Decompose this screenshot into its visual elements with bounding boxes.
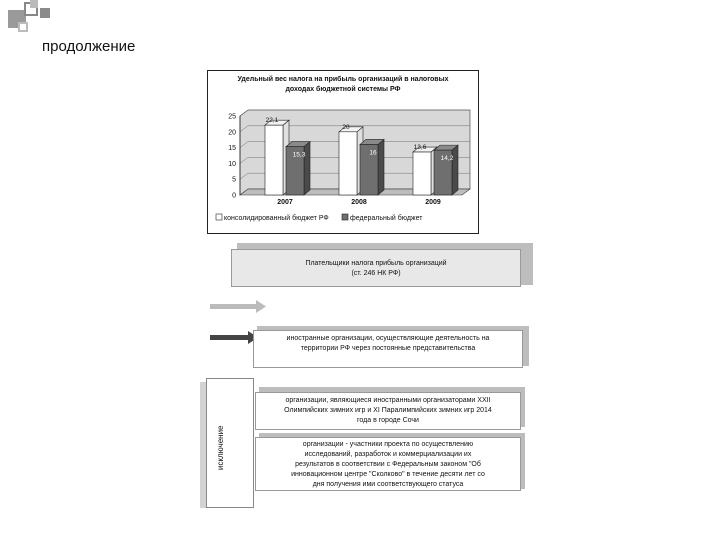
foreign-box <box>253 330 523 368</box>
legend-label-2: федеральный бюджет <box>350 215 423 222</box>
legend-swatch-2 <box>342 214 348 220</box>
skolkovo-box-line5: дня получения ими соответствующего статуса <box>312 481 464 488</box>
y-tick-label: 15 <box>228 145 236 153</box>
y-tick-label: 10 <box>228 160 236 168</box>
bar-value-label: 16 <box>369 149 377 157</box>
legend-label-1: консолидированный бюджет РФ <box>224 215 329 222</box>
skolkovo-box-line2: исследований, разработок и коммерциализации их <box>304 451 472 458</box>
bar-side <box>304 142 310 195</box>
slide-title: продолжение <box>42 38 136 55</box>
chart-svg <box>208 71 478 233</box>
bar <box>265 125 283 195</box>
x-tick-label: 2008 <box>351 199 367 206</box>
olympic-box-line2: Олимпийских зимних игр и XI Паралимпийских зимних игр 2014 <box>284 407 492 414</box>
bar-value-label: 14,2 <box>440 155 454 163</box>
legend-swatch-1 <box>216 214 222 220</box>
arrow-lower <box>210 331 258 344</box>
bar-value-label: 13,6 <box>413 144 427 152</box>
bar-side <box>452 145 458 195</box>
y-tick-label: 25 <box>228 113 236 121</box>
decor-square-5 <box>30 0 38 8</box>
payers-box-line2: (ст. 246 НК РФ) <box>351 270 401 277</box>
y-tick-label: 20 <box>228 129 236 137</box>
skolkovo-box <box>255 437 521 491</box>
chart-title-line2: доходах бюджетной системы РФ <box>285 86 401 93</box>
bar <box>339 132 357 195</box>
foreign-box-line2: территории РФ через постоянные представительства <box>300 345 476 352</box>
bar-value-label: 20 <box>342 123 350 131</box>
foreign-box-line1: иностранные организации, осуществляющие деятельность на <box>286 335 490 342</box>
bar-value-label: 22,1 <box>265 117 279 125</box>
y-tick-label: 5 <box>232 176 236 184</box>
skolkovo-box-line4: инновационном центре "Сколково" в течение десяти лет со <box>291 471 485 478</box>
x-tick-label: 2009 <box>425 199 441 206</box>
decor-square-3 <box>18 22 28 32</box>
bar <box>413 152 431 195</box>
skolkovo-box-line1: организации - участники проекта по осуществлению <box>302 441 474 448</box>
skolkovo-box-line3: результатов в соответствии с Федеральным законом "Об <box>295 461 481 468</box>
bar-value-label: 15,3 <box>292 151 306 159</box>
chart-title-line1: Удельный вес налога на прибыль организаций в налоговых <box>237 76 449 83</box>
payers-box-line1: Плательщики налога прибыль организаций <box>305 260 447 267</box>
decor-square-4 <box>40 8 50 18</box>
exclusion-label: исключение <box>216 425 225 470</box>
olympic-box <box>255 392 521 430</box>
exclusion-panel <box>206 378 254 508</box>
olympic-box-line1: организации, являющиеся иностранными организаторами XXII <box>285 397 491 404</box>
chart-frame <box>207 70 479 234</box>
bar-side <box>378 139 384 195</box>
arrow-upper <box>210 300 266 313</box>
y-tick-label: 0 <box>232 192 236 200</box>
olympic-box-line3: года в городе Сочи <box>357 417 419 424</box>
x-tick-label: 2007 <box>277 199 293 206</box>
payers-box <box>231 249 521 287</box>
